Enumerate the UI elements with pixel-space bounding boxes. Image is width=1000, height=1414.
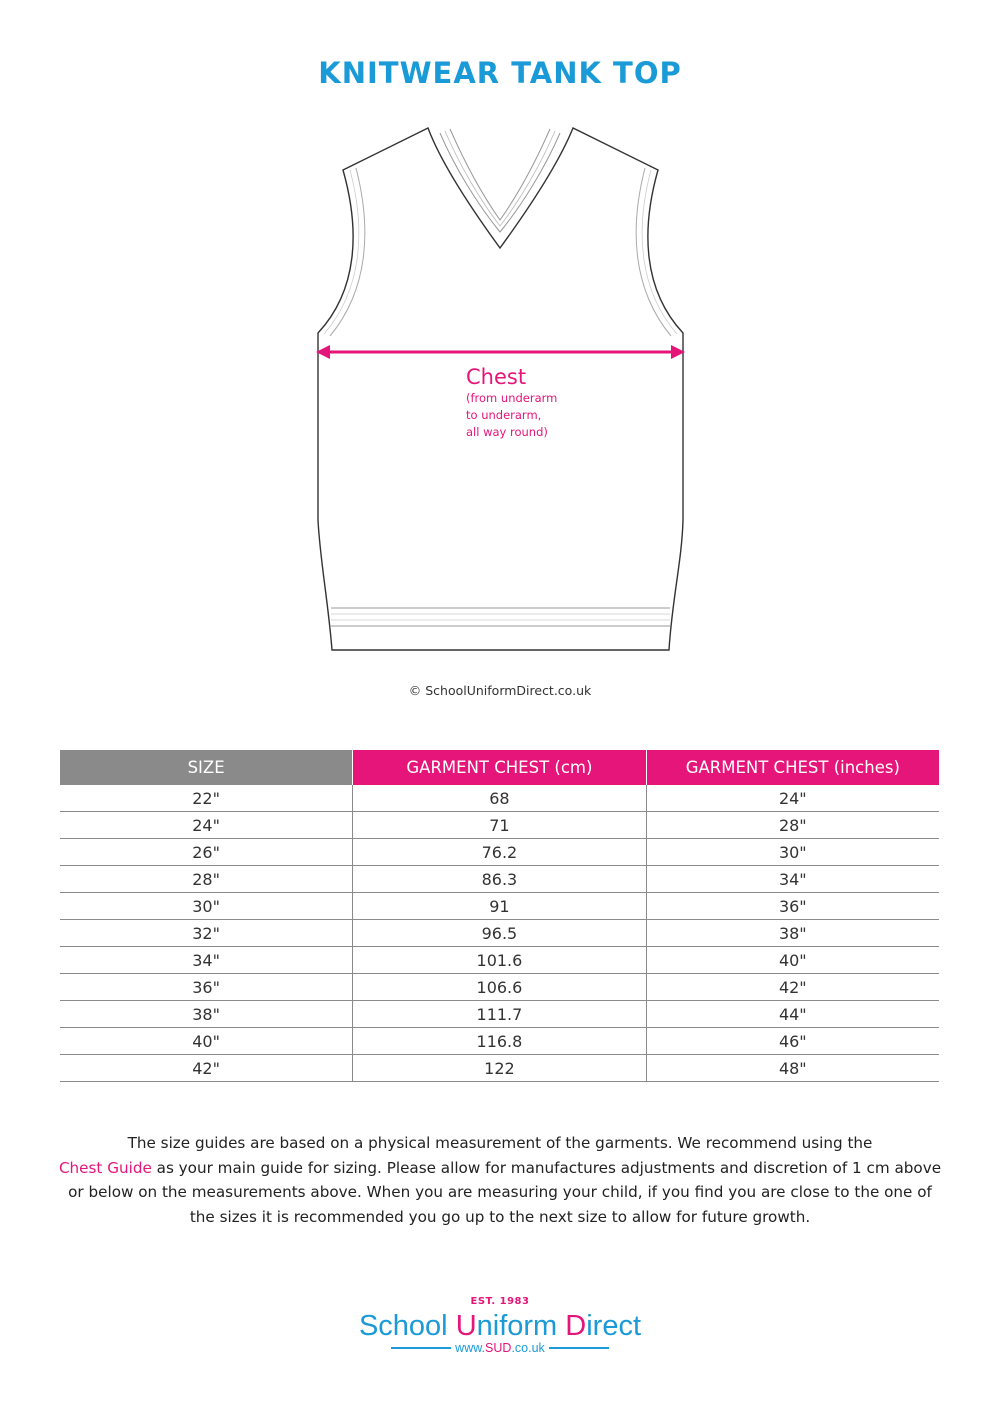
cell-chest-inches: 38" [646, 920, 939, 947]
cell-size: 22" [60, 785, 353, 812]
sizing-note [55, 1131, 945, 1229]
logo-brand-part: D [565, 1310, 587, 1342]
cell-chest-cm: 91 [353, 893, 646, 920]
logo-brand [0, 1309, 1000, 1343]
cell-size: 26" [60, 839, 353, 866]
table-row [60, 1028, 939, 1055]
cell-size: 32" [60, 920, 353, 947]
cell-size: 30" [60, 893, 353, 920]
cell-chest-cm: 116.8 [353, 1028, 646, 1055]
copyright: © SchoolUniformDirect.co.uk [408, 683, 592, 698]
cell-chest-inches: 40" [646, 947, 939, 974]
cell-chest-cm: 106.6 [353, 974, 646, 1001]
logo-brand-part: U [455, 1310, 477, 1342]
table-row [60, 812, 939, 839]
logo-website [0, 1341, 1000, 1355]
logo-brand-part: School [358, 1310, 456, 1342]
cell-size: 42" [60, 1055, 353, 1082]
cell-chest-inches: 42" [646, 974, 939, 1001]
cell-size: 38" [60, 1001, 353, 1028]
logo-brand-part: irect [586, 1310, 642, 1342]
logo-est: EST. 1983 [470, 1296, 530, 1307]
cell-chest-cm: 111.7 [353, 1001, 646, 1028]
table-row [60, 893, 939, 920]
chest-label-title: Chest [466, 365, 527, 389]
chest-note-line: to underarm, [466, 408, 542, 422]
cell-chest-cm: 86.3 [353, 866, 646, 893]
logo-web-part: www. [455, 1341, 486, 1355]
size-table [60, 750, 939, 1082]
cell-chest-inches: 24" [646, 785, 939, 812]
table-row [60, 785, 939, 812]
cell-chest-cm: 68 [353, 785, 646, 812]
table-row [60, 839, 939, 866]
table-header-row [60, 750, 939, 785]
cell-chest-inches: 48" [646, 1055, 939, 1082]
cell-chest-inches: 30" [646, 839, 939, 866]
page-title: KNITWEAR TANK TOP [318, 56, 682, 90]
chest-label [466, 364, 557, 441]
logo-web-part: SUD [485, 1341, 512, 1355]
table-row [60, 1001, 939, 1028]
cell-chest-inches: 34" [646, 866, 939, 893]
logo-brand-part: niform [476, 1310, 566, 1342]
cell-size: 36" [60, 974, 353, 1001]
header-chest-cm: GARMENT CHEST (cm) [353, 750, 646, 785]
brand-logo [0, 1296, 1000, 1355]
cell-chest-cm: 76.2 [353, 839, 646, 866]
cell-chest-cm: 101.6 [353, 947, 646, 974]
chest-guide-link: Chest Guide [58, 1158, 152, 1177]
header-chest-inches: GARMENT CHEST (inches) [646, 750, 939, 785]
chest-note-line: (from underarm [466, 391, 558, 405]
cell-chest-cm: 122 [353, 1055, 646, 1082]
cell-chest-cm: 71 [353, 812, 646, 839]
cell-chest-inches: 44" [646, 1001, 939, 1028]
cell-size: 34" [60, 947, 353, 974]
header-size: SIZE [60, 750, 353, 785]
cell-size: 24" [60, 812, 353, 839]
sizing-note-line1: The size guides are based on a physical measurement of the garments. We recommend using the [127, 1134, 873, 1152]
logo-web-part: .co.uk [511, 1341, 545, 1355]
cell-chest-inches: 28" [646, 812, 939, 839]
table-row [60, 920, 939, 947]
cell-chest-inches: 46" [646, 1028, 939, 1055]
table-row [60, 974, 939, 1001]
cell-size: 40" [60, 1028, 353, 1055]
cell-chest-cm: 96.5 [353, 920, 646, 947]
table-row [60, 947, 939, 974]
sizing-note-rest: as your main guide for sizing. Please allow for manufactures adjustments and discretion of 1 cm above or below on the measurements above. When you are measuring your child, if you find you are close to the one of the sizes it is recommended you go up to the next size to allow for future growth. [68, 1158, 942, 1226]
table-row [60, 866, 939, 893]
cell-chest-inches: 36" [646, 893, 939, 920]
chest-note-line: all way round) [466, 425, 548, 439]
table-row [60, 1055, 939, 1082]
cell-size: 28" [60, 866, 353, 893]
